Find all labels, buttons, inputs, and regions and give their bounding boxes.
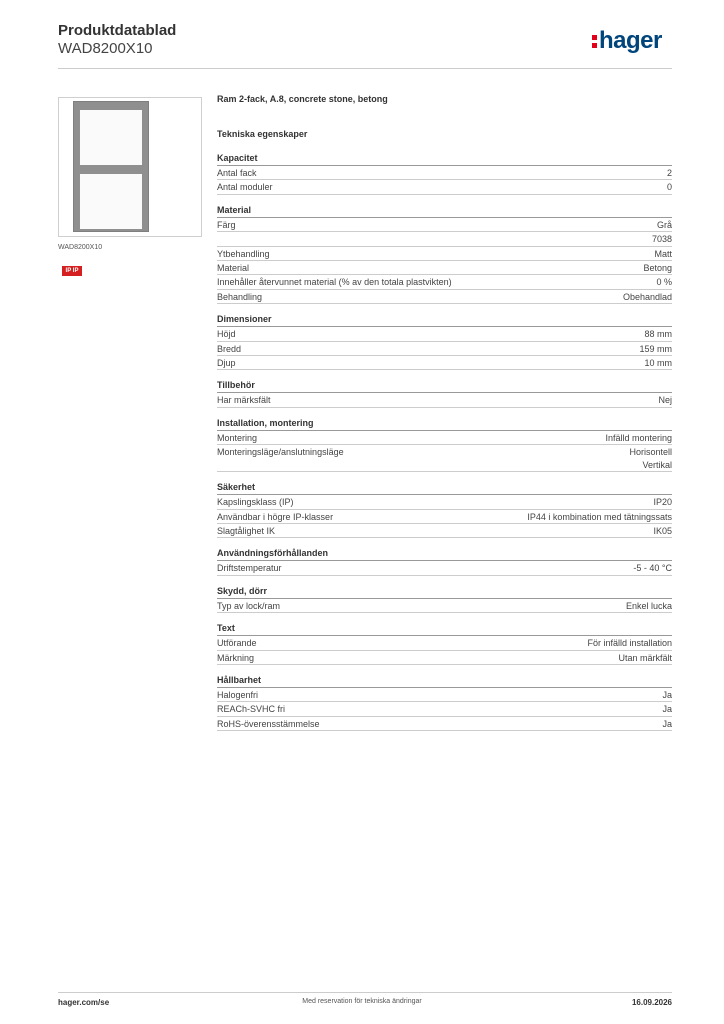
spec-value xyxy=(629,446,672,471)
product-image xyxy=(58,97,202,237)
spec-value-line: -5 - 40 °C xyxy=(633,563,672,574)
spec-value-line: IP44 i kombination med tätningssats xyxy=(527,511,672,522)
spec-row xyxy=(217,445,672,472)
spec-row xyxy=(217,393,672,407)
spec-label: Märkning xyxy=(217,652,255,663)
spec-value xyxy=(618,652,672,664)
spec-row xyxy=(217,327,672,341)
footer-disclaimer: Med reservation för tekniska ändringar xyxy=(302,998,422,1005)
section-heading: Tekniska egenskaper xyxy=(217,129,308,139)
footer-date: 16.09.2026 xyxy=(631,998,672,1007)
spec-label: Material xyxy=(217,263,250,274)
spec-group-title: Användningsförhållanden xyxy=(217,547,672,561)
spec-label: Slagtålighet IK xyxy=(217,525,276,536)
spec-label: Typ av lock/ram xyxy=(217,600,281,611)
spec-label: RoHS-överensstämmelse xyxy=(217,718,320,729)
spec-value-line: Ja xyxy=(662,718,672,729)
spec-row xyxy=(217,342,672,356)
spec-group-title: Installation, montering xyxy=(217,417,672,431)
spec-row xyxy=(217,247,672,261)
spec-value-line: Horisontell xyxy=(629,447,672,458)
footer-website: hager.com/se xyxy=(58,998,110,1007)
spec-group xyxy=(217,204,672,304)
logo-dots-icon xyxy=(592,31,598,49)
spec-group xyxy=(217,152,672,195)
spec-row xyxy=(217,166,672,180)
spec-value xyxy=(623,291,672,303)
spec-label: Djup xyxy=(217,358,236,369)
spec-label: REACh-SVHC fri xyxy=(217,704,286,715)
spec-value xyxy=(652,233,672,245)
spec-value-line: Matt xyxy=(654,248,672,259)
header-divider xyxy=(58,68,672,69)
spec-row xyxy=(217,688,672,702)
spec-value-line: Betong xyxy=(643,263,672,274)
spec-value-line: 10 mm xyxy=(644,358,672,369)
spec-label: Har märksfält xyxy=(217,395,271,406)
spec-row xyxy=(217,510,672,524)
image-caption: WAD8200X10 xyxy=(58,244,103,251)
spec-value xyxy=(605,432,672,444)
spec-label: Användbar i högre IP-klasser xyxy=(217,511,334,522)
spec-value-line: 159 mm xyxy=(639,343,672,354)
spec-group-title: Kapacitet xyxy=(217,152,672,166)
spec-row xyxy=(217,717,672,731)
spec-label: Halogenfri xyxy=(217,689,259,700)
spec-row xyxy=(217,218,672,232)
spec-value xyxy=(644,357,672,369)
spec-label: Utförande xyxy=(217,638,257,649)
spec-label: Monteringsläge/anslutningsläge xyxy=(217,447,344,458)
hager-logo xyxy=(592,27,662,55)
spec-value xyxy=(653,496,672,508)
spec-row xyxy=(217,636,672,650)
spec-value-line: Ja xyxy=(662,689,672,700)
spec-group xyxy=(217,622,672,665)
spec-group xyxy=(217,481,672,538)
spec-group xyxy=(217,585,672,613)
spec-value xyxy=(527,511,672,523)
spec-value xyxy=(653,525,672,537)
spec-value-line: Obehandlad xyxy=(622,291,672,302)
spec-value-line: 7038 xyxy=(651,234,672,245)
spec-value-line: Utan märkfält xyxy=(618,652,672,663)
spec-group-title: Tillbehör xyxy=(217,379,672,393)
spec-group xyxy=(217,547,672,575)
spec-value xyxy=(667,181,672,193)
spec-label: Höjd xyxy=(217,329,236,340)
spec-group-title: Hållbarhet xyxy=(217,674,672,688)
spec-value-line: Enkel lucka xyxy=(625,600,672,611)
spec-row xyxy=(217,702,672,716)
spec-row xyxy=(217,431,672,445)
spec-row xyxy=(217,180,672,194)
spec-group xyxy=(217,379,672,407)
spec-label: Antal fack xyxy=(217,168,257,178)
frame-illustration xyxy=(73,101,149,232)
spec-label: Behandling xyxy=(217,291,263,302)
spec-label: Montering xyxy=(217,432,258,443)
spec-group xyxy=(217,674,672,731)
spec-value-line: Nej xyxy=(658,395,672,406)
spec-value xyxy=(633,562,672,574)
spec-value xyxy=(667,167,672,179)
spec-value-line: Infälld montering xyxy=(605,432,672,443)
spec-group-title: Dimensioner xyxy=(217,313,672,327)
specification-area xyxy=(217,94,672,731)
spec-group xyxy=(217,417,672,472)
spec-label: Ytbehandling xyxy=(217,248,270,259)
spec-value xyxy=(662,689,672,701)
spec-row xyxy=(217,651,672,665)
spec-value xyxy=(639,343,672,355)
spec-label: Antal moduler xyxy=(217,182,273,193)
spec-value xyxy=(643,262,672,274)
spec-value-line: Vertikal xyxy=(642,459,672,470)
spec-value xyxy=(587,637,672,649)
spec-row xyxy=(217,356,672,370)
specification-groups xyxy=(217,152,672,731)
spec-row xyxy=(217,561,672,575)
spec-value-line: Ja xyxy=(662,704,672,715)
spec-value-line: För infälld installation xyxy=(587,638,672,649)
spec-row xyxy=(217,599,672,613)
product-name: Ram 2-fack, A.8, concrete stone, betong xyxy=(217,94,388,104)
spec-group-title: Text xyxy=(217,622,672,636)
spec-row xyxy=(217,261,672,275)
spec-value xyxy=(654,248,672,260)
spec-row xyxy=(217,232,672,246)
spec-label: Kapslingsklass (IP) xyxy=(217,497,294,508)
spec-row xyxy=(217,275,672,289)
spec-row xyxy=(217,524,672,538)
footer-divider xyxy=(58,992,672,993)
spec-value xyxy=(657,219,672,231)
logo-text: hager xyxy=(599,27,662,54)
ip-rating-icon: IP IP xyxy=(62,266,82,276)
spec-value-line: 88 mm xyxy=(644,329,672,340)
spec-value-line: IP20 xyxy=(653,497,672,508)
spec-value xyxy=(644,328,672,340)
frame-opening-bottom xyxy=(80,174,142,229)
spec-group-title: Säkerhet xyxy=(217,481,672,495)
product-code: WAD8200X10 xyxy=(58,40,153,57)
spec-label: Innehåller återvunnet material (% av den totala plastvikten) xyxy=(217,277,452,288)
spec-label: Färg xyxy=(217,219,236,230)
spec-value-line: 0 % xyxy=(656,277,672,288)
document-title: Produktdatablad xyxy=(58,22,177,39)
spec-row xyxy=(217,495,672,509)
spec-value-line: Grå xyxy=(656,219,672,230)
spec-label xyxy=(217,233,652,245)
spec-value-line: 0 xyxy=(666,182,672,193)
frame-opening-top xyxy=(80,110,142,165)
spec-label: Bredd xyxy=(217,343,242,354)
spec-group-title: Material xyxy=(217,204,672,218)
spec-group-title: Skydd, dörr xyxy=(217,585,672,599)
spec-group xyxy=(217,313,672,370)
spec-label: Driftstemperatur xyxy=(217,563,282,574)
spec-value-line: 2 xyxy=(666,168,672,178)
spec-value-line: IK05 xyxy=(653,525,672,536)
spec-row xyxy=(217,290,672,304)
spec-value xyxy=(656,276,672,288)
spec-value xyxy=(626,600,672,612)
spec-value xyxy=(658,394,672,406)
spec-value xyxy=(662,703,672,715)
document-header xyxy=(58,22,176,58)
spec-value xyxy=(662,718,672,730)
